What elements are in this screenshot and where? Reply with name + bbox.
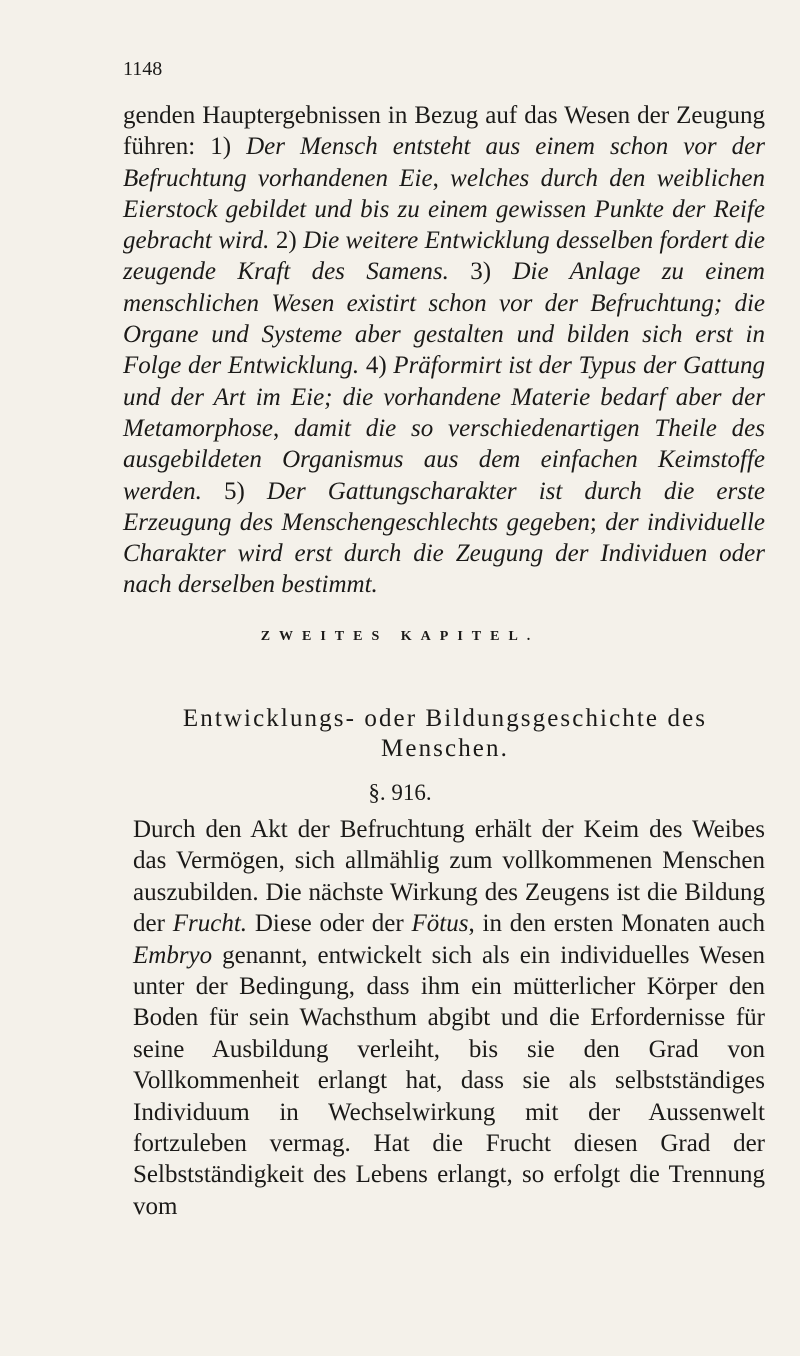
body-paragraph-run-2: Diese oder der xyxy=(247,910,412,938)
top-paragraph-run-8: 4) xyxy=(359,352,394,380)
chapter-heading: ZWEITES KAPITEL. xyxy=(260,629,540,644)
body-paragraph-run-6: genannt, entwickelt sich als ein individuelles Wesen unter der Bedingung, dass ihm ein mütterlicher Körper den Boden für sein Wachsthum abgibt und die Erfordernisse für seine Ausbildung verleiht, bis sie den Grad von Vollkommenheit erlangt hat, dass sie als selbstständiges Individuum in Wechselwirkung mit der Aussenwelt fortzuleben vermag. Hat die Frucht diesen Grad der Selbstständigkeit des Lebens erlangt, so erfolgt die Trennung vom xyxy=(133,941,765,1220)
section-title: Entwicklungs- oder Bildungsgeschichte des Menschen. xyxy=(182,705,708,762)
top-paragraph xyxy=(123,100,765,601)
body-paragraph-run-4: , in den ersten Monaten auch xyxy=(468,910,766,938)
body-paragraph xyxy=(133,814,765,1222)
top-paragraph-run-4: 2) xyxy=(269,227,304,255)
body-paragraph-run-5: Embryo xyxy=(133,941,213,969)
top-paragraph-run-7: Die Anlage zu einem menschlichen Wesen existirt schon vor der Befruchtung; die Organe und Systeme aber gestalten und bilden sich erst in Folge der Entwicklung. xyxy=(123,258,765,380)
top-paragraph-run-6: 3) xyxy=(448,258,513,286)
top-paragraph-run-9: Präformirt ist der Typus der Gattung und der Art im Eie; die vorhandene Materie bedarf aber der Metamorphose xyxy=(123,352,765,442)
top-paragraph-run-11: damit die so verschiedenartigen Theile des ausgebildeten Organismus aus dem einfachen Keimstoffe werden. xyxy=(123,414,766,505)
top-paragraph-run-5: Die weitere Entwicklung desselben fordert die zeugende Kraft des Samens. xyxy=(123,227,766,286)
top-paragraph-run-14: ; xyxy=(589,508,606,536)
body-paragraph-run-1: Frucht. xyxy=(172,910,248,938)
top-paragraph-run-2: , xyxy=(432,164,451,192)
top-paragraph-run-13: Der Gattungscharakter ist durch die erste Erzeugung des Menschengeschlechts gegeben xyxy=(123,477,766,536)
top-paragraph-run-12: 5) xyxy=(201,477,267,505)
top-paragraph-run-10: , xyxy=(272,414,295,442)
section-number: §. 916. xyxy=(368,780,432,805)
body-paragraph-run-3: Fötus xyxy=(411,910,469,938)
top-paragraph-run-0: genden Hauptergebnissen in Bezug auf das Wesen der Zeugung führen: 1) xyxy=(123,102,765,161)
top-paragraph-run-15: der individuelle Charakter wird erst durch die Zeugung der Individuen oder nach derselben bestimmt. xyxy=(123,508,765,599)
page-number: 1148 xyxy=(123,58,163,80)
top-paragraph-run-3: welches durch den weiblichen Eierstock gebildet und bis zu einem gewissen Punkte der Reife gebracht wird. xyxy=(123,164,765,255)
body-paragraph-run-0: Durch den Akt der Befruchtung erhält der Keim des Weibes das Vermögen, sich allmählig zum vollkommenen Menschen auszubilden. Die nächste Wirkung des Zeugens ist die Bildung der xyxy=(133,816,765,938)
top-paragraph-run-1: Der Mensch entsteht aus einem schon vor der Befruchtung vorhandenen Eie xyxy=(123,133,765,192)
